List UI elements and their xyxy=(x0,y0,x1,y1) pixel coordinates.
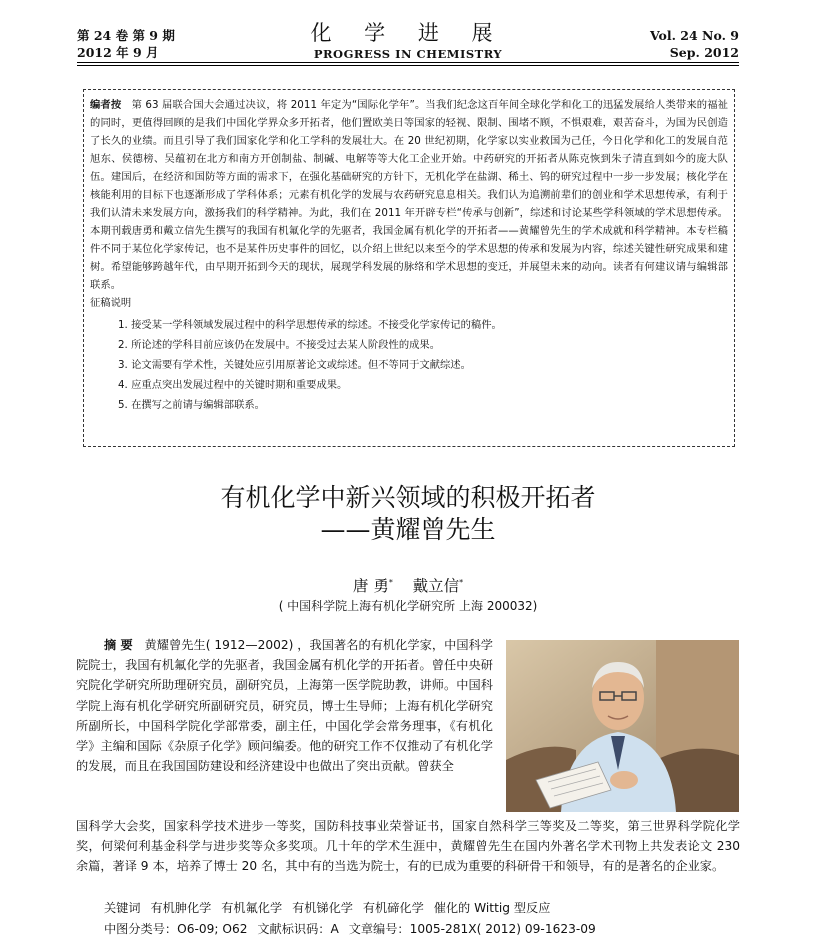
header-right xyxy=(650,27,739,61)
date-en: Sep. 2012 xyxy=(669,45,739,60)
article-id-value: 1005-281X( 2012) 09-1623-09 xyxy=(409,922,596,936)
solicitation-list xyxy=(90,315,728,415)
keyword: 有机锑化学 xyxy=(292,901,353,915)
solicitation-label: 征稿说明 xyxy=(90,297,132,309)
abstract-block-bottom: 国科学大会奖，国家科学技术进步一等奖，国防科技事业荣誉证书，国家自然科学三等奖及二等奖，第三世界科学院化学奖，何梁何利基金科学与进步奖等众多奖项。几十年的学术生涯中，黄耀曾先生在国内外著名学术刊物上共发表论文 230 余篇，著译 9 本，培养了博士 20 名，其中有的当选为院士，有的已成为重要的科研骨干和领导，有的是著名的企业家。 xyxy=(76,819,740,874)
portrait-photo xyxy=(506,640,739,812)
keyword: 催化的 Wittig 型反应 xyxy=(433,901,551,915)
title-line-2: ——黄耀曾先生 xyxy=(320,515,496,544)
author-line xyxy=(0,573,816,596)
editor-note-label: 编者按 xyxy=(90,99,122,111)
editor-note-paragraph xyxy=(90,96,728,294)
author-name: 戴立信 xyxy=(412,577,460,596)
abstract-text-part-1: 黄耀曾先生( 1912—2002) ，我国著名的有机化学家，中国科学院院士，我国有机氟化学的先驱者，我国金属有机化学的开拓者。曾任中央研究院化学研究所助理研究员，副研究员，上海第一医学院助教，讲师。中国科学院上海有机化学研究所副研究员，研究员，博士生导师；上海有机化学研究所副所长，中国科学院化学部常委，副主任，中国化学会常务理事，《有机化学》主编和国际《杂原子化学》顾问编委。他的研究工作不仅推动了有机化学的发展，而且在我国国防建设和经济建设中也做出了突出贡献。曾获全 xyxy=(76,638,493,774)
abstract-label: 摘 要 xyxy=(104,638,133,652)
keyword: 有机胂化学 xyxy=(150,901,212,915)
header-rule-thin xyxy=(77,65,739,66)
author-name: 唐 勇 xyxy=(352,577,389,596)
editor-note-text: 第 63 届联合国大会通过决议，将 2011 年定为“国际化学年”。当我们纪念这百年间全球化学和化工的迅猛发展给人类带来的福祉的同时，更值得回顾的是我们中国化学界众多开拓者，他们置欧美日等国家的轻视、限制、围堵不顾，不惧艰难，艰苦奋斗，为国为民创造了长久的业绩。而且引导了我们国家化学和化工学科的发展壮大。在 20 世纪初期，化学家以实业救国为己任，今日化学和化工的发展自范旭东、侯德榜、吴蕴初在北方和南方开创制盐、制碱、电解等等大化工企业开始。中药研究的开拓者从陈克恢到朱子清直到如今的庞大队伍。建国后，在经济和国防等方面的需求下，在强化基础研究的方针下，无机化学在盐湖、稀土、钨的研究过程中一步一步发展；核化学在核能利用的目标下也逐渐形成了学科体系；元素有机化学的发展与农药研究息息相关。我们认为追溯前辈们的创业和学术思想传承，有利于我们认清未来发展方向，激扬我们的科学精神。为此，我们在 2011 年开辟专栏“传承与创新”，综述和讨论某些学科领域的学术思想传承。本期刊载唐勇和戴立信先生撰写的我国有机氟化学的先驱者，我国金属有机化学的开拓者——黄耀曾先生的学术成就和科学精神。本专栏稿件不同于某位化学家传记，也不是某件历史事件的回忆，以介绍上世纪以来至今的学术思想的传承和发展为内容，综述关键性研究成果和建树。希望能够跨越年代，由早期开拓到今天的现状，展现学科发展的脉络和学术思想的变迁，并展望未来的动向。读者有何建议请与编辑部联系。 xyxy=(90,99,728,291)
journal-header xyxy=(0,0,816,66)
title-line-1: 有机化学中新兴领域的积极开拓者 xyxy=(220,483,596,512)
corresponding-mark: * xyxy=(388,578,393,587)
solicitation-item: 3. 论文需要有学术性，关键处应引用原著论文或综述。但不等同于文献综述。 xyxy=(118,359,471,371)
solicitation-item: 4. 应重点突出发展过程中的关键时期和重要成果。 xyxy=(118,379,348,391)
clc-value: O6-09; O62 xyxy=(177,922,248,936)
article-title xyxy=(0,482,816,546)
solicitation-item: 2. 所论述的学科目前应该仍在发展中。不接受过去某人阶段性的成果。 xyxy=(118,339,441,351)
keyword: 有机碲化学 xyxy=(362,901,424,915)
header-rule-thick xyxy=(77,62,739,63)
keywords-label: 关键词 xyxy=(104,901,141,915)
solicitation-item: 1. 接受某一学科领域发展过程中的科学思想传承的综述。不接受化学家传记的稿件。 xyxy=(118,319,502,331)
keyword: 有机氟化学 xyxy=(221,901,283,915)
solicitation-item: 5. 在撰写之前请与编辑部联系。 xyxy=(118,399,265,411)
editor-note-box xyxy=(83,89,735,447)
clc-label: 中图分类号： xyxy=(104,922,178,936)
affiliation: ( 中国科学院上海有机化学研究所 上海 200032) xyxy=(278,599,538,613)
journal-name-en: PROGRESS IN CHEMISTRY xyxy=(313,47,503,61)
doc-code-value: A xyxy=(330,922,339,936)
abstract-block-top xyxy=(76,635,493,776)
article-id-label: 文章编号： xyxy=(348,922,410,936)
classification-line xyxy=(76,920,740,938)
keywords-line xyxy=(76,899,740,917)
date-cn: 2012 年 9 月 xyxy=(77,45,159,60)
journal-name-cn: 化 学 进 展 xyxy=(310,21,506,45)
doc-code-label: 文献标识码： xyxy=(257,922,331,936)
portrait-illustration xyxy=(506,640,739,812)
volume-issue-cn: 第 24 卷 第 9 期 xyxy=(77,28,175,43)
volume-issue-en: Vol. 24 No. 9 xyxy=(649,28,739,43)
corresponding-mark: * xyxy=(459,578,464,587)
